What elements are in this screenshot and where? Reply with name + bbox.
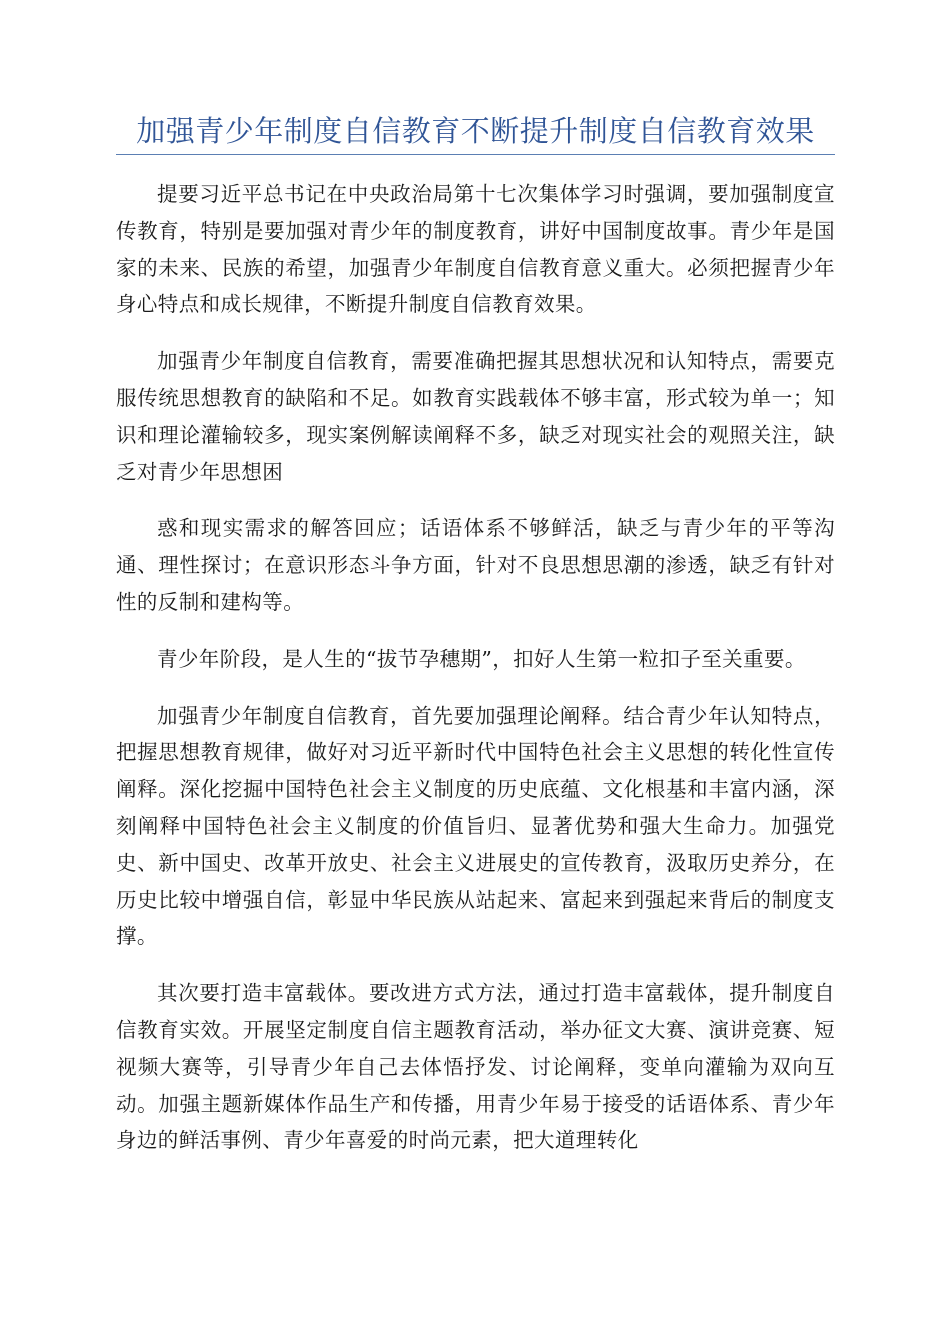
paragraph: 惑和现实需求的解答回应；话语体系不够鲜活，缺乏与青少年的平等沟通、理性探讨；在意识形态斗争方面，针对不良思想思潮的渗透，缺乏有针对性的反制和建构等。 bbox=[116, 516, 835, 614]
paragraph: 加强青少年制度自信教育，首先要加强理论阐释。结合青少年认知特点，把握思想教育规律，做好对习近平新时代中国特色社会主义思想的转化性宣传阐释。深化挖掘中国特色社会主义制度的历史底蕴、文化根基和丰富内涵，深刻阐释中国特色社会主义制度的价值旨归、显著优势和强大生命力。加强党史、新中国史、改革开放史、社会主义进展史的宣传教育，汲取历史养分，在历史比较中增强自信，彰显中华民族从站起来、富起来到强起来背后的制度支撑。 bbox=[116, 703, 835, 949]
document-title: 加强青少年制度自信教育不断提升制度自信教育效果 bbox=[136, 114, 815, 148]
paragraph: 提要习近平总书记在中央政治局第十七次集体学习时强调，要加强制度宣传教育，特别是要加强对青少年的制度教育，讲好中国制度故事。青少年是国家的未来、民族的希望，加强青少年制度自信教育意义重大。必须把握青少年身心特点和成长规律，不断提升制度自信教育效果。 bbox=[116, 182, 835, 317]
paragraph: 其次要打造丰富载体。要改进方式方法，通过打造丰富载体，提升制度自信教育实效。开展坚定制度自信主题教育活动，举办征文大赛、演讲竞赛、短视频大赛等，引导青少年自己去体悟抒发、讨论阐释，变单向灌输为双向互动。加强主题新媒体作品生产和传播，用青少年易于接受的话语体系、青少年身边的鲜活事例、青少年喜爱的时尚元素，把大道理转化 bbox=[116, 981, 835, 1153]
paragraph: 青少年阶段，是人生的“拔节孕穗期”，扣好人生第一粒扣子至关重要。 bbox=[157, 646, 806, 671]
paragraph: 加强青少年制度自信教育，需要准确把握其思想状况和认知特点，需要克服传统思想教育的缺陷和不足。如教育实践载体不够丰富，形式较为单一；知识和理论灌输较多，现实案例解读阐释不多，缺乏对现实社会的观照关注，缺乏对青少年思想困 bbox=[116, 349, 835, 484]
document-body bbox=[116, 176, 835, 1179]
title-block bbox=[116, 112, 835, 155]
